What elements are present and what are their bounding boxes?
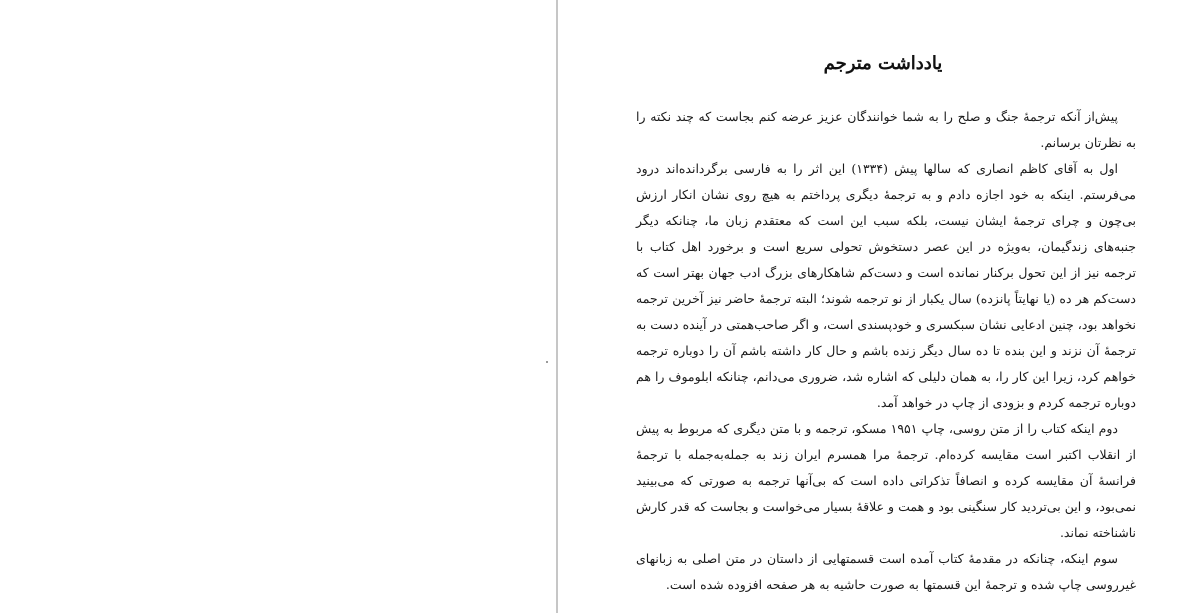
paragraph-first-point: اول به آقای کاظم انصاری که سالها پیش (۱۳۳۴) این اثر را به فارسی برگردانده‌اند درود می‌فرستم. اینکه به خود اجازه دادم و به ترجمهٔ دیگری پرداختم به هیچ روی نشان انکار ارزش بی‌چون و چرای ترجمهٔ ایشان نیست، بلکه سبب این است که معتقدم زبان ما، چنانکه دیگر جنبه‌های زندگیمان، به‌ویژه در این عصر دستخوش تحولی سریع است و برخورد اهل کتاب با ترجمه نیز از این تحول برکنار نمانده است و دست‌کم شاهکارهای بزرگ ادب جهان بهتر است که دست‌کم هر ده (یا نهایتاً پانزده) سال یکبار از نو ترجمه شوند؛ البته ترجمهٔ حاضر نیز آخرین ترجمه نخواهد بود، چنین ادعایی نشان سبکسری و خودپسندی است، و اگر صاحب‌همتی در آینده دست به ترجمهٔ آن نزند و این بنده تا ده سال دیگر زنده باشم و حال کار داشته باشم آن را دوباره ترجمه خواهم کرد، زیرا این کار را، به همان دلیلی که اشاره شد، ضروری می‌دانم، چنانکه ابلوموف را هم دوباره ترجمه کردم و بزودی از چاپ در خواهد آمد.	[636, 161, 1136, 410]
page-mark	[546, 361, 548, 363]
paragraph-second-point: دوم اینکه کتاب را از متن روسی، چاپ ۱۹۵۱ مسکو، ترجمه و با متن دیگری که مربوط به پیش از انقلاب اکتبر است مقایسه کرده‌ام. ترجمهٔ مرا همسرم ایران زند به جمله‌به‌جمله با ترجمهٔ فرانسهٔ آن مقایسه کرده و انصافاً تذکراتی داده است که بی‌آنها ترجمه به صورتی که می‌بینید نمی‌بود، و این بی‌تردید کار سنگینی بود و همت و علاقهٔ بسیار می‌خواست و بجاست که قدر کارش ناشناخته نماند.	[636, 421, 1136, 540]
left-page	[0, 0, 556, 613]
paragraph-third-point: سوم اینکه، چنانکه در مقدمهٔ کتاب آمده است قسمتهایی از داستان در متن اصلی به زبانهای غیرروسی چاپ شده و ترجمهٔ این قسمتها به صورت حاشیه به هر صفحه افزوده شده است.	[636, 551, 1136, 592]
body-text	[636, 104, 1136, 598]
page-title: یادداشت مترجم	[823, 53, 943, 74]
right-page	[558, 0, 1198, 613]
paragraph-intro: پیش‌از آنکه ترجمهٔ جنگ و صلح را به شما خوانندگان عزیز عرضه کنم بجاست که چند نکته را به نظرتان برسانم.	[636, 109, 1136, 150]
